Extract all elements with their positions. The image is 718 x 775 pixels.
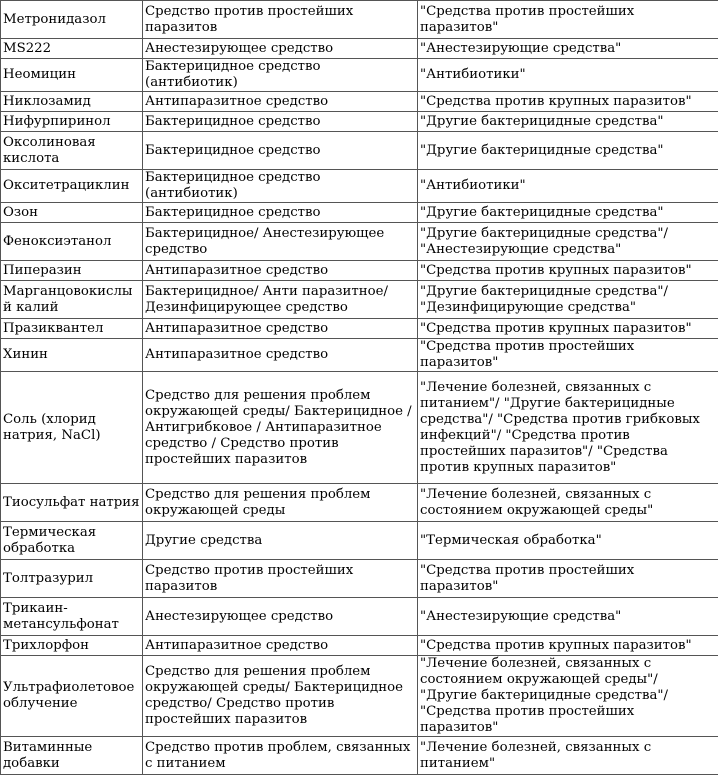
category-cell: "Средства против простейших паразитов" — [418, 339, 718, 372]
description-cell: Средство против простейших паразитов — [143, 1, 418, 39]
table-row — [1, 737, 718, 775]
substance-cell: Толтразурил — [1, 560, 143, 598]
table-row — [1, 598, 718, 636]
table-row — [1, 223, 718, 261]
category-cell: "Средства против крупных паразитов" — [418, 319, 718, 339]
category-cell: "Средства против простейших паразитов" — [418, 1, 718, 39]
substance-cell: MS222 — [1, 39, 143, 59]
description-cell: Антипаразитное средство — [143, 92, 418, 112]
table-row — [1, 281, 718, 319]
table-row — [1, 560, 718, 598]
table-row — [1, 1, 718, 39]
category-cell: "Другие бактерицидные средства" — [418, 132, 718, 170]
table-row — [1, 339, 718, 372]
category-cell: "Лечение болезней, связанных с питанием" — [418, 737, 718, 775]
category-cell: "Средства против крупных паразитов" — [418, 261, 718, 281]
category-cell: "Антибиотики" — [418, 59, 718, 92]
substance-cell: Феноксиэтанол — [1, 223, 143, 261]
category-cell: "Анестезирующие средства" — [418, 598, 718, 636]
substance-cell: Оксолиновая кислота — [1, 132, 143, 170]
description-cell: Средство против проблем, связанных с питанием — [143, 737, 418, 775]
table-row — [1, 92, 718, 112]
description-cell: Бактерицидное средство (антибиотик) — [143, 170, 418, 203]
category-cell: "Средства против крупных паразитов" — [418, 92, 718, 112]
description-cell: Другие средства — [143, 522, 418, 560]
description-cell: Средство для решения проблем окружающей среды/ Бактерицидное / Антигрибковое / Антипаразитное средство / Средство против простейших паразитов — [143, 372, 418, 484]
substance-cell: Неомицин — [1, 59, 143, 92]
table-row — [1, 319, 718, 339]
substance-cell: Празиквантел — [1, 319, 143, 339]
category-cell: "Лечение болезней, связанных с состоянием окружающей среды" — [418, 484, 718, 522]
category-cell: "Термическая обработка" — [418, 522, 718, 560]
table-row — [1, 261, 718, 281]
category-cell: "Другие бактерицидные средства" — [418, 203, 718, 223]
substance-cell: Нифурпиринол — [1, 112, 143, 132]
table-row — [1, 636, 718, 656]
substance-cell: Озон — [1, 203, 143, 223]
substance-cell: Трикаин-метансульфонат — [1, 598, 143, 636]
description-cell: Антипаразитное средство — [143, 319, 418, 339]
substance-cell: Ультрафиолетовое облучение — [1, 656, 143, 737]
table-row — [1, 484, 718, 522]
substance-cell: Соль (хлорид натрия, NaCl) — [1, 372, 143, 484]
table-row — [1, 656, 718, 737]
category-cell: "Другие бактерицидные средства" — [418, 112, 718, 132]
description-cell: Бактерицидное/ Анти паразитное/ Дезинфицирующее средство — [143, 281, 418, 319]
description-cell: Средство против простейших паразитов — [143, 560, 418, 598]
description-cell: Антипаразитное средство — [143, 339, 418, 372]
table-row — [1, 522, 718, 560]
category-cell: "Антибиотики" — [418, 170, 718, 203]
table-row — [1, 170, 718, 203]
substance-cell: Марганцовокислый калий — [1, 281, 143, 319]
category-cell: "Средства против крупных паразитов" — [418, 636, 718, 656]
description-cell: Бактерицидное средство — [143, 203, 418, 223]
description-cell: Средство для решения проблем окружающей среды — [143, 484, 418, 522]
category-cell: "Лечение болезней, связанных с питанием"/ "Другие бактерицидные средства"/ "Средства против грибковых инфекций"/ "Средства против простейших паразитов"/ "Средства против крупных паразитов" — [418, 372, 718, 484]
substance-cell: Метронидазол — [1, 1, 143, 39]
description-cell: Средство для решения проблем окружающей среды/ Бактерицидное средство/ Средство против простейших паразитов — [143, 656, 418, 737]
category-cell: "Другие бактерицидные средства"/ "Анестезирующие средства" — [418, 223, 718, 261]
table-row — [1, 59, 718, 92]
substance-cell: Никлозамид — [1, 92, 143, 112]
substance-cell: Витаминные добавки — [1, 737, 143, 775]
description-cell: Антипаразитное средство — [143, 636, 418, 656]
table-row — [1, 112, 718, 132]
table-body — [1, 1, 718, 775]
description-cell: Анестезирующее средство — [143, 598, 418, 636]
substance-cell: Термическая обработка — [1, 522, 143, 560]
substance-cell: Окситетрациклин — [1, 170, 143, 203]
table-row — [1, 39, 718, 59]
table-row — [1, 132, 718, 170]
description-cell: Бактерицидное средство — [143, 112, 418, 132]
category-cell: "Средства против простейших паразитов" — [418, 560, 718, 598]
substance-cell: Пиперазин — [1, 261, 143, 281]
description-cell: Бактерицидное средство (антибиотик) — [143, 59, 418, 92]
substance-cell: Тиосульфат натрия — [1, 484, 143, 522]
table-row — [1, 203, 718, 223]
table-row — [1, 372, 718, 484]
substance-cell: Хинин — [1, 339, 143, 372]
category-cell: "Анестезирующие средства" — [418, 39, 718, 59]
substance-cell: Трихлорфон — [1, 636, 143, 656]
description-cell: Антипаразитное средство — [143, 261, 418, 281]
description-cell: Бактерицидное средство — [143, 132, 418, 170]
category-cell: "Другие бактерицидные средства"/ "Дезинфицирующие средства" — [418, 281, 718, 319]
description-cell: Анестезирующее средство — [143, 39, 418, 59]
category-cell: "Лечение болезней, связанных с состоянием окружающей среды"/ "Другие бактерицидные средства"/ "Средства против простейших паразитов" — [418, 656, 718, 737]
description-cell: Бактерицидное/ Анестезирующее средство — [143, 223, 418, 261]
